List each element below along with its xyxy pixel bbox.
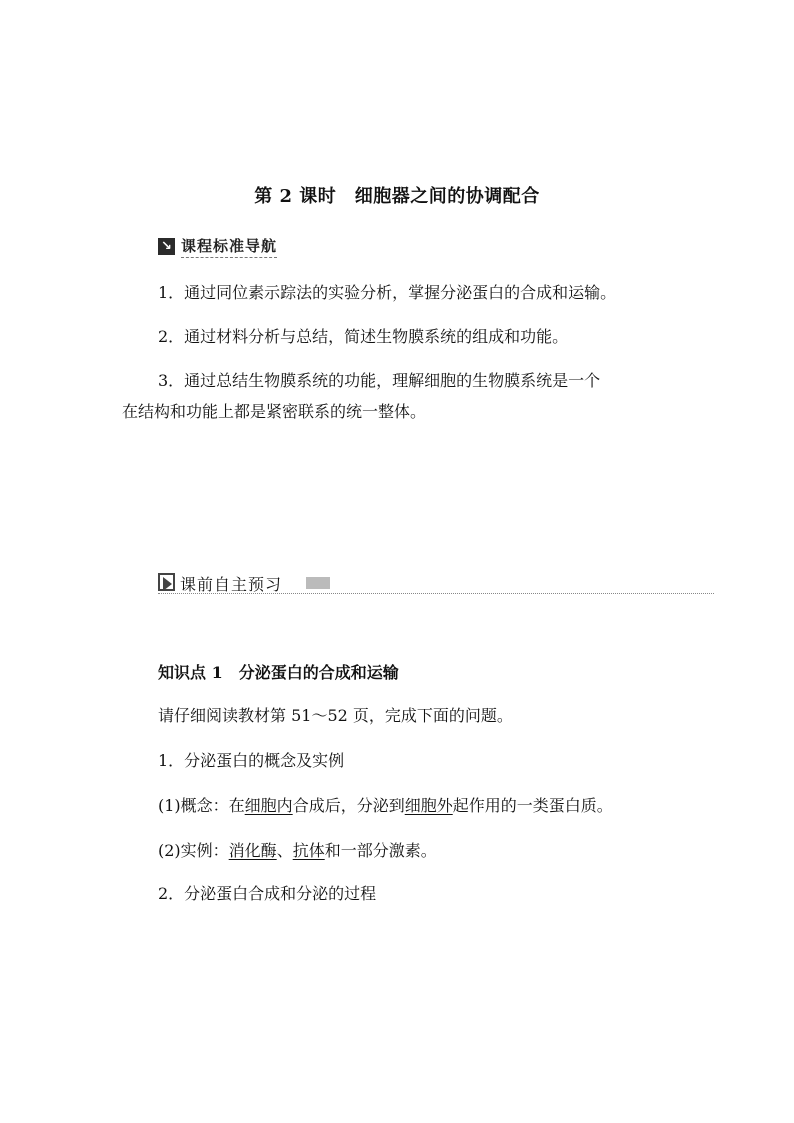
item-2-heading: 2．分泌蛋白合成和分泌的过程 [158, 884, 377, 903]
section-header-course-standards [158, 235, 277, 257]
example-separator: 、 [276, 841, 293, 860]
instruction-text: 请仔细阅读教材第 51～52 页，完成下面的问题。 [158, 706, 513, 725]
example-suffix: 和一部分激素。 [324, 841, 437, 860]
play-icon [158, 573, 175, 591]
answer-blank: 消化酶 [228, 841, 277, 860]
knowledge-point-heading: 知识点 1 分泌蛋白的合成和运输 [158, 663, 399, 682]
divider [158, 593, 714, 594]
section-label: 课前自主预习 [180, 575, 283, 594]
objective-3: 3．通过总结生物膜系统的功能，理解细胞的生物膜系统是一个 [158, 371, 601, 390]
section-header-preview [158, 570, 714, 596]
objective-1: 1．通过同位素示踪法的实验分析，掌握分泌蛋白的合成和运输。 [158, 283, 617, 302]
answer-blank: 抗体 [292, 841, 325, 860]
concept-suffix: 起作用的一类蛋白质。 [452, 796, 613, 815]
answer-blank: 细胞内 [244, 796, 293, 815]
example-line [158, 840, 437, 862]
example-prefix: (2)实例： [158, 841, 229, 860]
answer-blank: 细胞外 [404, 796, 453, 815]
concept-line [158, 795, 613, 817]
page-title: 第 2 课时 细胞器之间的协调配合 [254, 186, 540, 207]
objective-2: 2．通过材料分析与总结，简述生物膜系统的组成和功能。 [158, 327, 569, 346]
objective-3-continued: 在结构和功能上都是紧密联系的统一整体。 [122, 402, 427, 421]
concept-prefix: (1)概念：在 [158, 796, 245, 815]
section-label: 课程标准导航 [181, 235, 277, 258]
item-1-heading: 1．分泌蛋白的概念及实例 [158, 751, 345, 770]
arrow-down-right-icon: ↘ [158, 238, 175, 255]
concept-mid: 合成后，分泌到 [292, 796, 405, 815]
decorative-bar [306, 577, 330, 589]
